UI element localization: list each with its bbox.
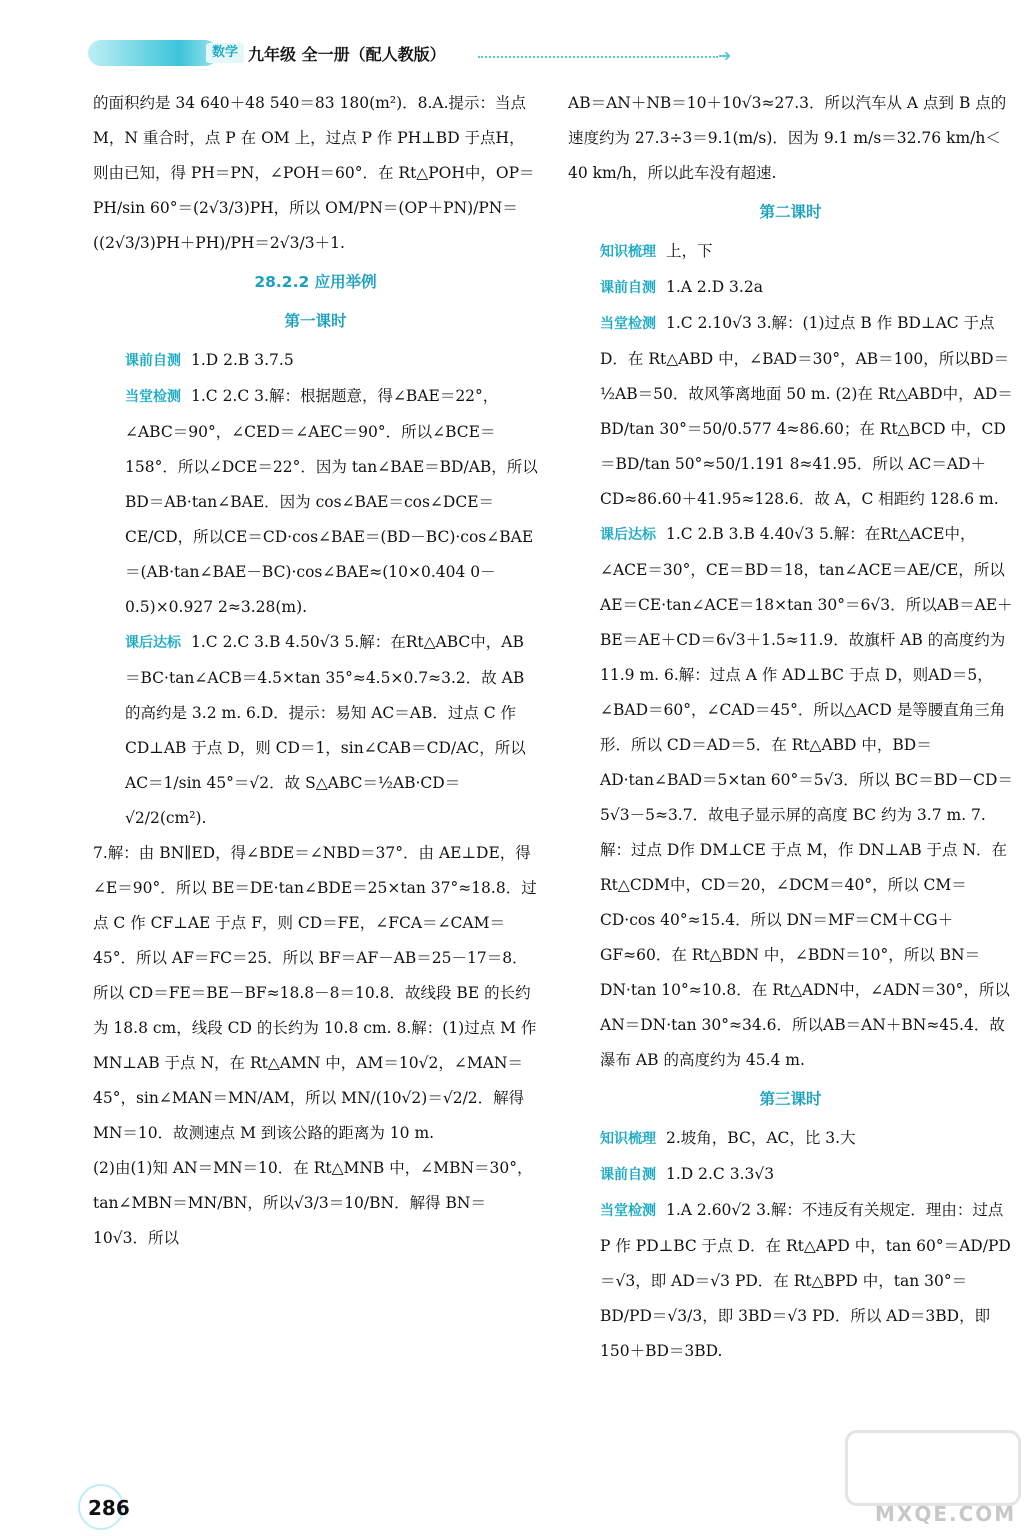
answer-label: 知识梳理 [600,244,656,260]
watermark-logo [845,1430,1015,1525]
answer-paragraph: (2)由(1)知 AN＝MN＝10．在 Rt△MNB 中，∠MBN＝30°，tan∠MBN＝MN/BN，所以√3/3＝10/BN．解得 BN＝10√3．所以 [93,1159,533,1247]
watermark-text: MXQE.COM [875,1502,1017,1526]
watermark-logo-icon [845,1430,1021,1506]
answer-paragraph: 7.解：由 BN∥ED，得∠BDE＝∠NBD＝37°．由 AE⊥DE，得∠E＝90°．所以 BE＝DE·tan∠BDE＝25×tan 37°≈18.8．过点 C 作 CF⊥AE 于点 F，则 CD＝FE，∠FCA＝∠CAM＝45°．所以 AF＝FC＝25．所以 BF＝AF－AB＝25－17＝8．所以 CD＝FE＝BE－BF≈18.8－8＝10.8．故线段 BE 的长约为 18.8 cm，线段 CD 的长约为 10.8 cm. 8.解：(1)过点 M 作 MN⊥AB 于点 N，在 Rt△AMN 中，AM＝10√2，∠MAN＝45°，sin∠MAN＝MN/AM，所以 MN/(10√2)＝√2/2．解得 MN＝10．故测速点 M 到该公路的距离为 10 m. [93,844,537,1142]
answer-paragraph: 的面积约是 34 640＋48 540＝83 180(m²)．8.A.提示：当点M，N 重合时，点 P 在 OM 上，过点 P 作 PH⊥BD 于点H，则由已知，得 PH＝PN，∠POH＝60°．在 Rt△POH中，OP＝PH/sin 60°＝(2√3/3)PH，所以 OM/PN＝(OP＋PN)/PN＝((2√3/3)PH＋PH)/PH＝2√3/3＋1. [93,94,535,252]
answer-paragraph [93,379,538,625]
page-number: 286 [88,1496,130,1520]
answer-paragraph [568,1157,1013,1193]
answer-text: 2.坡角，BC，AC，比 3.大 [666,1129,856,1147]
answer-label: 课后达标 [600,527,656,543]
section-heading: 第一课时 [284,312,347,330]
subject-badge: 数学 [206,43,244,63]
answer-text: 1.A 2.60√2 3.解：不违反有关规定．理由：过点 P 作 PD⊥BC 于点 D．在 Rt△APD 中，tan 60°＝AD/PD＝√3，即 AD＝√3 PD．在 Rt△BPD 中，tan 30°＝BD/PD＝√3/3，即 3BD＝√3 PD．所以 AD＝3BD，即 150＋BD＝3BD. [600,1201,1011,1360]
right-column [568,86,1013,1369]
answer-paragraph [568,517,1013,1078]
header-dotted-line [478,56,718,58]
section-heading: 第二课时 [759,203,822,221]
answer-label: 当堂检测 [600,1203,656,1219]
answer-text: 1.C 2.B 3.B 4.40√3 5.解：在Rt△ACE中，∠ACE＝30°，CE＝BD＝18，tan∠ACE＝AE/CE，所以 AE＝CE·tan∠ACE＝18×tan 30°＝6√3．所以AB＝AE＋BE＝AE＋CD＝6√3＋1.5≈11.9．故旗杆 AB 的高度约为 11.9 m. 6.解：过点 A 作 AD⊥BC 于点 D，则AD＝5，∠BAD＝60°，∠CAD＝45°．所以△ACD 是等腰直角三角形．所以 CD＝AD＝5．在 Rt△ABD 中，BD＝AD·tan∠BAD＝5×tan 60°＝5√3．所以 BC＝BD－CD＝5√3－5≈3.7．故电子显示屏的高度 BC 约为 3.7 m. 7.解：过点 D作 DM⊥CE 于点 M，作 DN⊥AB 于点 N．在 Rt△CDM中，CD＝20，∠DCM＝40°，所以 CM＝CD·cos 40°≈15.4．所以 DN＝MF＝CM＋CG＋GF≈60．在 Rt△BDN 中，∠BDN＝10°，所以 BN＝DN·tan 10°≈10.8．在 Rt△ADN中，∠ADN＝30°，所以 AN＝DN·tan 30°≈34.6．所以AB＝AN＋BN≈45.4．故瀑布 AB 的高度约为 45.4 m. [600,525,1013,1069]
answer-text: 1.C 2.C 3.解：根据题意，得∠BAE＝22°，∠ABC＝90°，∠CED＝∠AEC＝90°．所以∠BCE＝158°．所以∠DCE＝22°．因为 tan∠BAE＝BD/AB，所以 BD＝AB·tan∠BAE．因为 cos∠BAE＝cos∠DCE＝CE/CD，所以CE＝CD·cos∠BAE＝(BD－BC)·cos∠BAE＝(AB·tan∠BAE－BC)·cos∠BAE≈(10×0.404 0－0.5)×0.927 2≈3.28(m). [125,387,538,616]
answer-text: 1.C 2.C 3.B 4.50√3 5.解：在Rt△ABC中，AB＝BC·tan∠ACB＝4.5×tan 35°≈4.5×0.7≈3.2．故 AB 的高约是 3.2 m. 6.D．提示：易知 AC＝AB．过点 C 作 CD⊥AB 于点 D，则 CD＝1，sin∠CAB＝CD/AC，所以 AC＝1/sin 45°＝√2．故 S△ABC＝½AB·CD＝√2/2(cm²). [125,633,526,827]
answer-paragraph [93,343,538,379]
section-heading: 28.2.2 应用举例 [254,273,377,291]
answer-label: 当堂检测 [600,316,656,332]
answer-paragraph [568,1121,1013,1157]
answer-label: 课前自测 [600,1167,656,1183]
answer-text: 1.C 2.10√3 3.解：(1)过点 B 作 BD⊥AC 于点 D．在 Rt△ABD 中，∠BAD＝30°，AB＝100，所以BD＝½AB＝50．故风筝离地面 50 m. (2)在 Rt△ABD中，AD＝BD/tan 30°＝50/0.577 4≈86.60；在 Rt△BCD 中，CD＝BD/tan 50°≈50/1.191 8≈41.95．所以 AC＝AD＋CD≈86.60＋41.95≈128.6．故 A，C 相距约 128.6 m. [600,314,1013,508]
answer-label: 课前自测 [600,280,656,296]
section-heading: 第三课时 [759,1090,822,1108]
answer-label: 知识梳理 [600,1131,656,1147]
answer-label: 课前自测 [125,353,181,369]
answer-text: 1.A 2.D 3.2a [666,278,763,296]
answer-text: 1.D 2.C 3.3√3 [666,1165,775,1183]
left-column [93,86,538,1256]
answer-paragraph [568,306,1013,517]
answer-paragraph [568,270,1013,306]
answer-label: 课后达标 [125,635,181,651]
answer-paragraph: AB＝AN＋NB＝10＋10√3≈27.3．所以汽车从 A 点到 B 点的速度约为 27.3÷3＝9.1(m/s)．因为 9.1 m/s＝32.76 km/h＜40 km/h，所以此车没有超速. [568,94,1007,182]
answer-text: 1.D 2.B 3.7.5 [191,351,294,369]
arrow-right-icon: ➜ [718,46,732,65]
page-header [88,36,738,70]
book-title: 九年级 全一册（配人教版） [248,45,446,64]
answer-paragraph [568,1193,1013,1369]
header-banner [88,40,218,66]
answer-paragraph [93,625,538,836]
answer-paragraph [568,234,1013,270]
answer-text: 上，下 [666,242,713,260]
answer-label: 当堂检测 [125,389,181,405]
